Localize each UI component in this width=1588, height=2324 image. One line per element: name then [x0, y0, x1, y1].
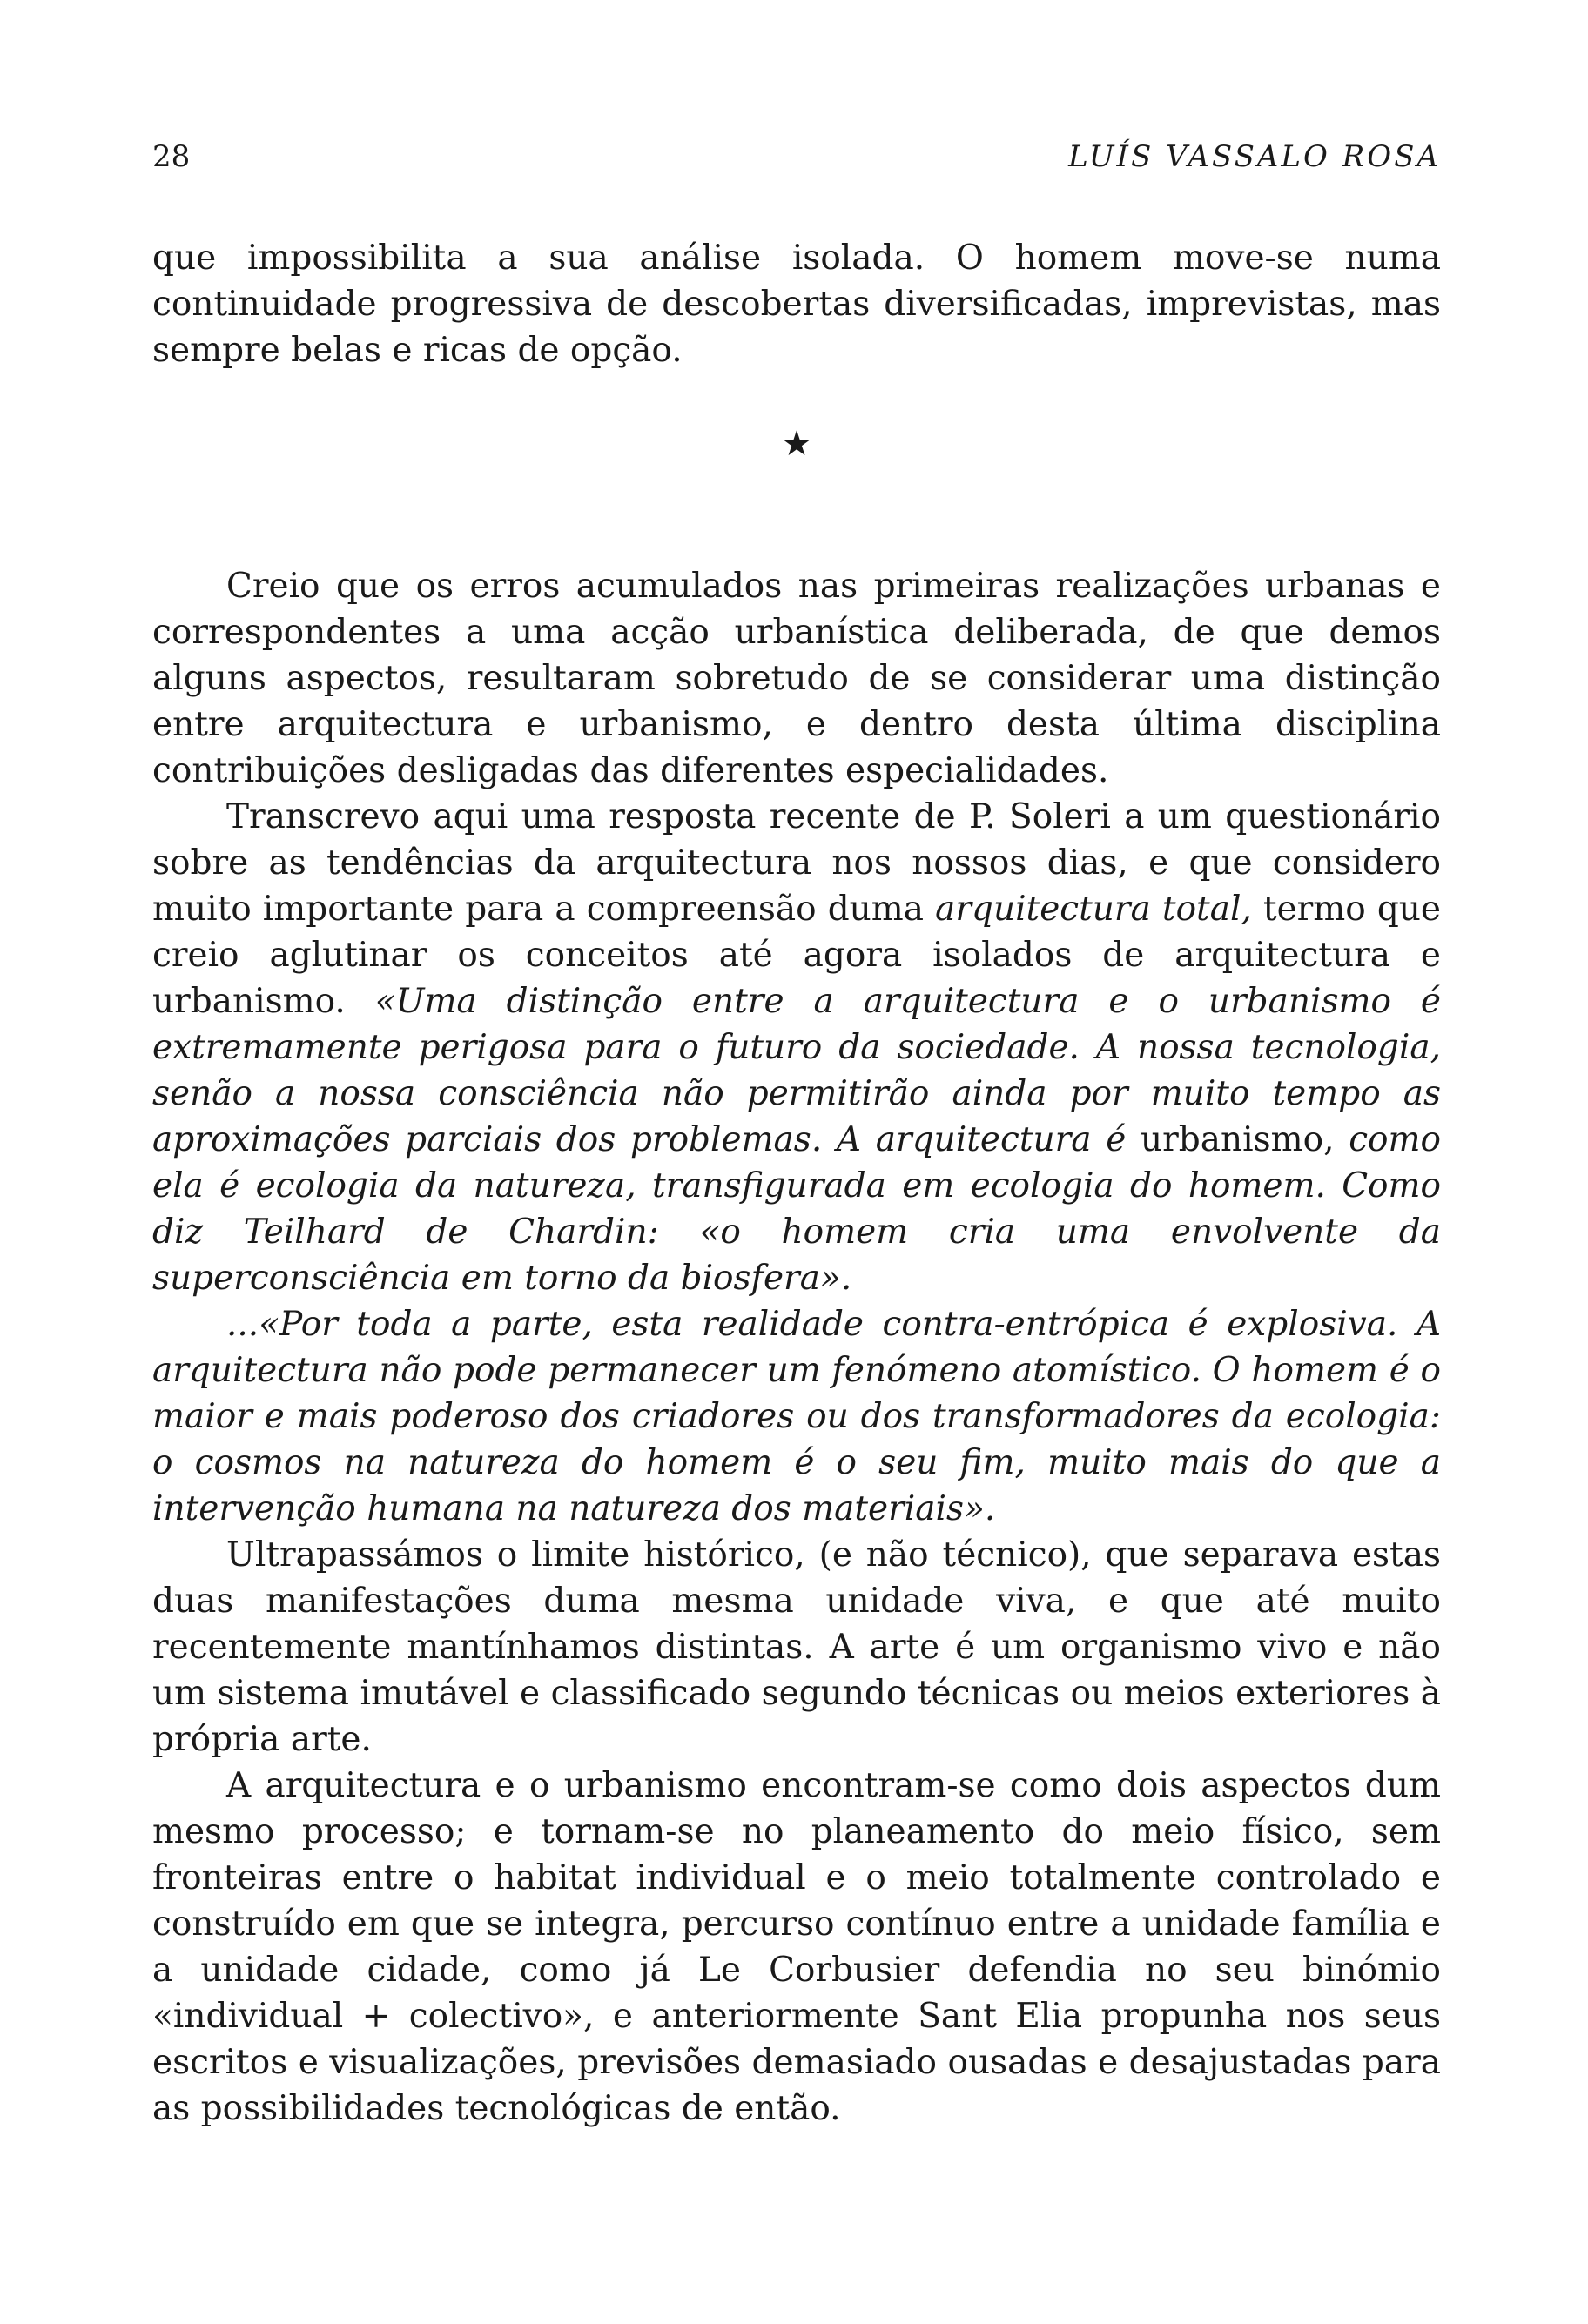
- star-separator-icon: ★: [781, 424, 812, 464]
- body-text: [152, 235, 1441, 2132]
- paragraph-historical-limit: Ultrapassámos o limite histórico, (e não técnico), que separava estas duas manifestações duma mesma unidade viva, e que até muito recentemente mantínhamos distintas. A arte é um organismo vivo e não um sistema imutável e classificado segundo técnicas ou meios exteriores à própria arte.: [152, 1535, 1441, 1759]
- paragraph-architecture-urbanism: A arquitectura e o urbanismo encontram-se como dois aspectos dum mesmo processo; e tornam-se no planeamento do meio físico, sem fronteiras entre o habitat individual e o meio totalmente controlado e construído em que se integra, percurso contínuo entre a unidade família e a unidade cidade, como já Le Corbusier defendia no seu binómio «individual + colectivo», e anteriormente Sant Elia propunha nos seus escritos e visualizações, previsões demasiado ousadas e desajustadas para as possibilidades tecnológicas de então.: [152, 1766, 1441, 2128]
- paragraph-errors: Creio que os erros acumulados nas primeiras realizações urbanas e correspondentes a uma acção urbanística deliberada, de que demos alguns aspectos, resultaram sobretudo de se considerar uma distinção entre arquitectura e urbanismo, e dentro desta última disciplina contribuições desligadas das diferentes especialidades.: [152, 567, 1441, 790]
- quotation-soleri: «Uma distinção entre a arquitectura e o urbanismo é extremamente perigosa para o futuro da sociedade. A nossa tecnologia, senão a nossa consciência não permitirão ainda por muito tempo as aproximações parciais dos problemas. A arquitectura é: [152, 982, 1442, 1159]
- page-number: 28: [152, 139, 191, 174]
- paragraph-continuation: que impossibilita a sua análise isolada. O homem move-se numa continuidade progressiva de descobertas diversificadas, imprevistas, mas sempre belas e ricas de opção.: [152, 238, 1441, 370]
- book-page: [152, 131, 1441, 2132]
- paragraph-soleri-quote: [152, 794, 1441, 1301]
- emphasis-arquitectura-total: arquitectura total,: [935, 890, 1252, 929]
- text-run-urbanismo: urbanismo,: [1141, 1120, 1335, 1159]
- text-run: termo que creio aglutinar os conceitos até agora isolados de arquitectura e urbanismo.: [152, 890, 1441, 1021]
- text-run: Transcrevo aqui uma resposta recente de P. Soleri a um questionário sobre as tendências da arquitectura nos nossos dias, e que considero muito importante para a compreensão duma: [152, 797, 1441, 929]
- running-header: [152, 131, 1441, 183]
- running-title: LUÍS VASSALO ROSA: [1068, 139, 1441, 174]
- paragraph-quotation-explosive: ...«Por toda a parte, esta realidade contra-entrópica é explosiva. A arquitectura não pode permanecer um fenómeno atomístico. O homem é o maior e mais poderoso dos criadores ou dos transformadores da ecologia: o cosmos na natureza do homem é o seu fim, muito mais do que a intervenção humana na natureza dos materiais».: [152, 1305, 1441, 1528]
- quotation-soleri-continued: como ela é ecologia da natureza, transfigurada em ecologia do homem. Como diz Teilhard de Chardin: «o homem cria uma envolvente da superconsciência em torno da biosfera».: [152, 1120, 1441, 1298]
